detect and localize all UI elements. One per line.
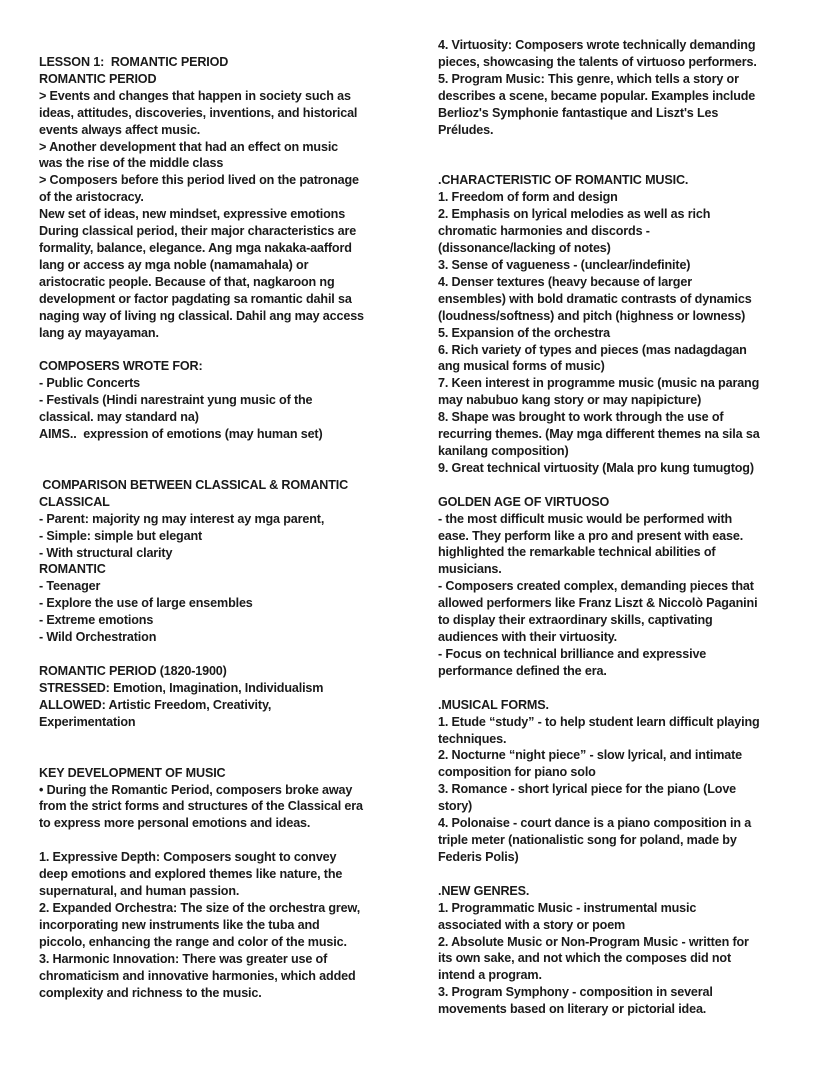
text-line: triple meter (nationalistic song for poland, made by [438, 832, 737, 847]
text-line: ease. They perform like a pro and present with ease. [438, 528, 744, 543]
composers-wrote-for-list [39, 375, 401, 443]
characteristics-list [438, 189, 800, 476]
text-line: 7. Keen interest in programme music (music na parang [438, 376, 760, 391]
classical-label: CLASSICAL [39, 494, 110, 509]
text-line: AIMS.. expression of emotions (may human set) [39, 427, 323, 442]
text-line: chromatic harmonies and discords - [438, 224, 650, 239]
text-line: 4. Denser textures (heavy because of larger [438, 274, 692, 289]
text-line: musicians. [438, 562, 502, 577]
text-line: 3. Program Symphony - composition in several [438, 985, 713, 1000]
text-line: deep emotions and explored themes like nature, the [39, 867, 343, 882]
text-line: pieces, showcasing the talents of virtuoso performers. [438, 54, 757, 69]
text-line: supernatural, and human passion. [39, 884, 240, 899]
text-line: - Simple: simple but elegant [39, 528, 203, 543]
text-line: - With structural clarity [39, 545, 173, 560]
text-line: Federis Polis) [438, 849, 519, 864]
romantic-label: ROMANTIC [39, 562, 106, 577]
new-genres-list [438, 900, 800, 1018]
text-line: development or factor pagdating sa romantic dahil sa [39, 291, 352, 306]
text-line: kanilang composition) [438, 443, 569, 458]
golden-age-list [438, 511, 800, 680]
text-line: STRESSED: Emotion, Imagination, Individualism [39, 680, 324, 695]
text-line: lang or access ay mga noble (namamahala) or [39, 257, 309, 272]
text-line: lang ay mayayaman. [39, 325, 159, 340]
text-line: may nabubuo kang story or may napipicture) [438, 393, 702, 408]
text-line: - Parent: majority ng may interest ay mga parent, [39, 511, 325, 526]
text-line: - Composers created complex, demanding pieces that [438, 579, 754, 594]
text-line: 2. Expanded Orchestra: The size of the orchestra grew, [39, 900, 361, 915]
text-line: > Events and changes that happen in society such as [39, 88, 351, 103]
text-line: 4. Virtuosity: Composers wrote technically demanding [438, 38, 756, 52]
text-line: ALLOWED: Artistic Freedom, Creativity, [39, 697, 272, 712]
text-line: 6. Rich variety of types and pieces (mas nadagdagan [438, 342, 747, 357]
text-line: highlighted the remarkable technical abilities of [438, 545, 716, 560]
text-line: formality, balance, elegance. Ang mga nakaka-aafford [39, 240, 352, 255]
period-summary [39, 663, 401, 731]
text-line: allowed performers like Franz Liszt & Niccolò Paganini [438, 596, 758, 611]
text-line: • During the Romantic Period, composers broke away [39, 782, 353, 797]
text-line: performance defined the era. [438, 663, 607, 678]
key-development-list [39, 849, 401, 1001]
left-column [39, 54, 401, 1001]
text-line: piccolo, enhancing the range and color of the music. [39, 934, 347, 949]
text-line: (loudness/softness) and pitch (highness or lowness) [438, 308, 746, 323]
text-line: its own sake, and not which the composes did not [438, 951, 731, 966]
text-line: chromaticism and innovative harmonies, which added [39, 968, 356, 983]
text-line: - the most difficult music would be performed with [438, 511, 733, 526]
right-column [438, 37, 800, 1018]
text-line: 1. Programmatic Music - instrumental music [438, 900, 697, 915]
characteristics-heading: .CHARACTERISTIC OF ROMANTIC MUSIC. [438, 173, 689, 188]
lesson-title: LESSON 1: ROMANTIC PERIOD [39, 55, 229, 69]
text-line: audiences with their virtuosity. [438, 630, 618, 644]
text-line: was the rise of the middle class [39, 156, 224, 171]
text-line: 1. Freedom of form and design [438, 190, 618, 205]
text-line: - Public Concerts [39, 376, 141, 391]
text-line: events always affect music. [39, 122, 201, 137]
text-line: 2. Absolute Music or Non-Program Music - written for [438, 934, 749, 949]
text-line: describes a scene, became popular. Examples include [438, 88, 756, 103]
text-line: incorporating new instruments like the tuba and [39, 917, 320, 932]
text-line: 1. Etude “study” - to help student learn difficult playing [438, 714, 760, 729]
text-line: composition for piano solo [438, 765, 596, 780]
text-line: 5. Expansion of the orchestra [438, 325, 611, 340]
text-line: aristocratic people. Because of that, nagkaroon ng [39, 274, 335, 289]
text-line: - Explore the use of large ensembles [39, 596, 253, 611]
text-line: 2. Emphasis on lyrical melodies as well as rich [438, 207, 711, 222]
text-line: movements based on literary or pictorial idea. [438, 1002, 707, 1017]
text-line: Préludes. [438, 122, 494, 137]
text-line: 3. Sense of vagueness - (unclear/indefinite) [438, 257, 691, 272]
classical-list [39, 511, 401, 562]
text-line: ensembles) with bold dramatic contrasts of dynamics [438, 291, 752, 306]
text-line: During classical period, their major characteristics are [39, 224, 357, 239]
text-line: classical. may standard na) [39, 410, 199, 425]
musical-forms-heading: .MUSICAL FORMS. [438, 697, 549, 712]
text-line: 4. Polonaise - court dance is a piano composition in a [438, 816, 752, 831]
text-line: (dissonance/lacking of notes) [438, 241, 611, 256]
text-line: 3. Harmonic Innovation: There was greater use of [39, 951, 328, 966]
text-line: 2. Nocturne “night piece” - slow lyrical, and intimate [438, 748, 743, 763]
golden-age-heading: GOLDEN AGE OF VIRTUOSO [438, 494, 610, 509]
text-line: - Festivals (Hindi narestraint yung music of the [39, 393, 313, 408]
text-line: 5. Program Music: This genre, which tells a story or [438, 71, 739, 86]
text-line: associated with a story or poem [438, 917, 626, 932]
composers-wrote-for-heading: COMPOSERS WROTE FOR: [39, 359, 203, 374]
text-line: 9. Great technical virtuosity (Mala pro kung tumugtog) [438, 460, 754, 475]
text-line: ang musical forms of music) [438, 359, 605, 374]
key-development-continued [438, 37, 800, 138]
text-line: Experimentation [39, 714, 136, 729]
text-line: - Extreme emotions [39, 613, 154, 628]
intro-section [39, 88, 401, 342]
text-line: 1. Expressive Depth: Composers sought to convey [39, 850, 337, 865]
text-line: to express more personal emotions and ideas. [39, 816, 311, 831]
musical-forms-list [438, 714, 800, 866]
text-line: Berlioz's Symphonie fantastique and Liszt's Les [438, 105, 719, 120]
text-line: 8. Shape was brought to work through the use of [438, 410, 724, 425]
text-line: techniques. [438, 731, 507, 746]
section-title: ROMANTIC PERIOD [39, 71, 157, 86]
key-development-heading: KEY DEVELOPMENT OF MUSIC [39, 765, 226, 780]
text-line: from the strict forms and structures of the Classical era [39, 799, 363, 814]
text-line: story) [438, 799, 473, 814]
text-line: naging way of living ng classical. Dahil ang may access [39, 308, 364, 323]
text-line: - Focus on technical brilliance and expressive [438, 646, 707, 661]
text-line: - Wild Orchestration [39, 630, 157, 645]
new-genres-heading: .NEW GENRES. [438, 883, 530, 898]
text-line: New set of ideas, new mindset, expressive emotions [39, 207, 346, 222]
text-line: complexity and richness to the music. [39, 985, 262, 1000]
text-line: of the aristocracy. [39, 190, 144, 205]
text-line: to display their extraordinary skills, captivating [438, 613, 713, 628]
text-line: > Composers before this period lived on the patronage [39, 173, 359, 188]
text-line: - Teenager [39, 579, 101, 594]
key-development-intro [39, 782, 401, 833]
romantic-list [39, 578, 401, 646]
text-line: recurring themes. (May mga different themes na sila sa [438, 427, 760, 442]
text-line: ROMANTIC PERIOD (1820-1900) [39, 664, 227, 678]
text-line: > Another development that had an effect on music [39, 139, 339, 154]
text-line: intend a program. [438, 968, 542, 983]
text-line: ideas, attitudes, discoveries, inventions, and historical [39, 105, 358, 120]
comparison-heading: COMPARISON BETWEEN CLASSICAL & ROMANTIC [39, 477, 349, 492]
text-line: 3. Romance - short lyrical piece for the piano (Love [438, 782, 737, 797]
